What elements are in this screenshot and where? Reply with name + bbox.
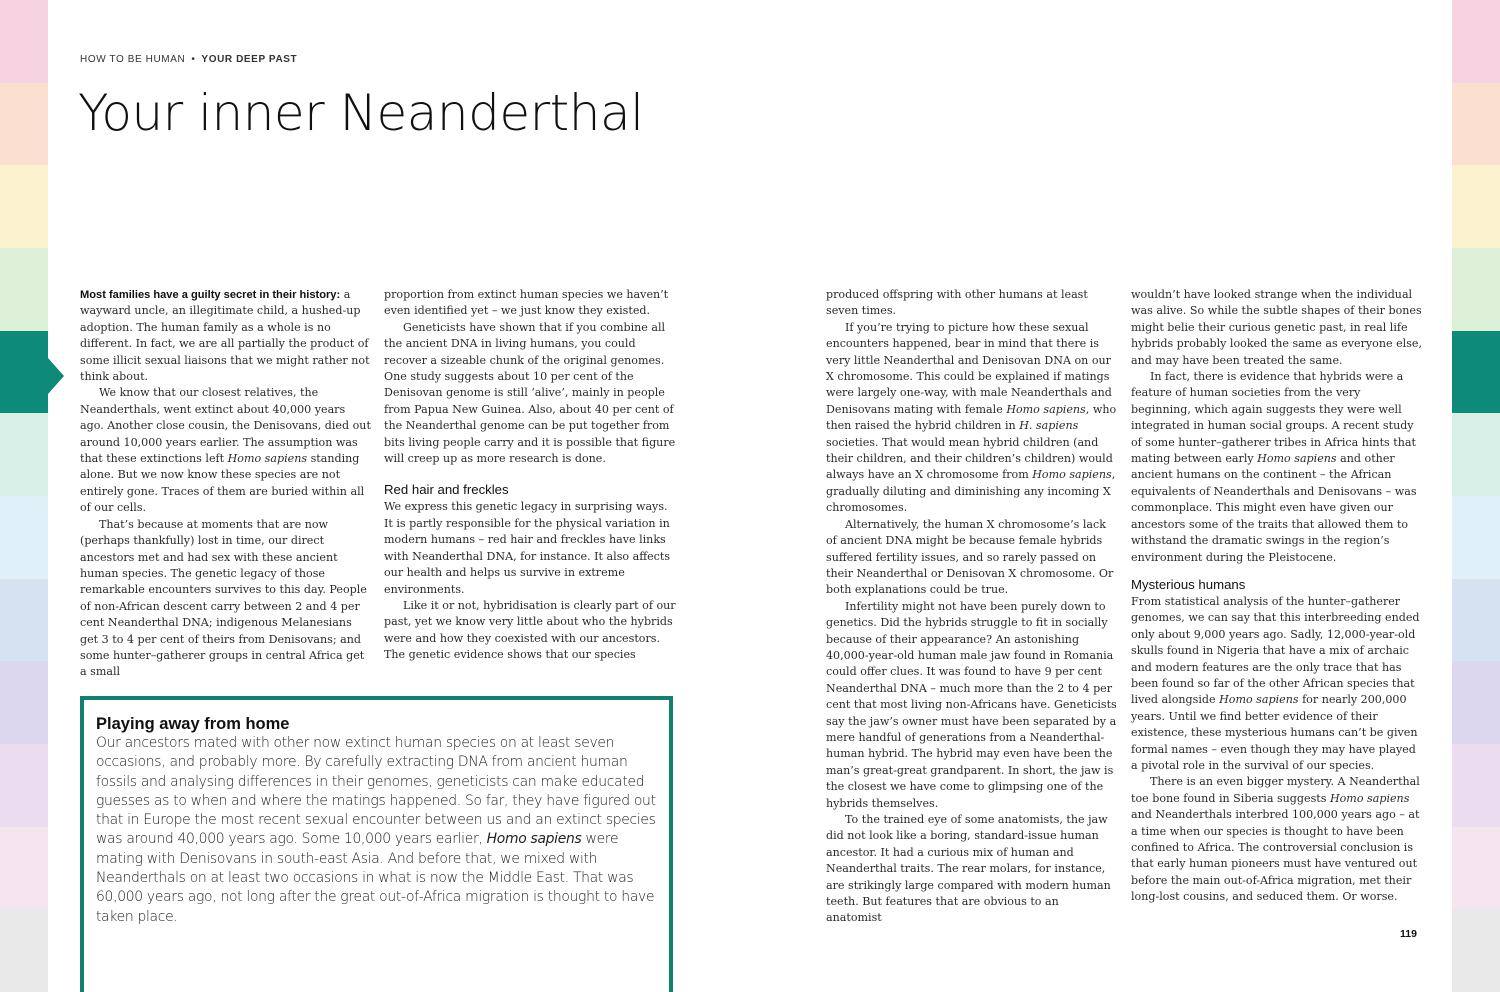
- color-tab: [0, 827, 48, 910]
- color-tab: [1452, 83, 1500, 166]
- paragraph: [826, 320, 1118, 517]
- paragraph: [1131, 774, 1423, 905]
- page-title: Your inner Neanderthal: [78, 84, 644, 142]
- paragraph-text: for nearly 200,000 years. Until we find better evidence of their existence, these mysterious humans can’t be given formal names – even though they may have played a pivotal role in the survival of our species.: [1131, 693, 1418, 772]
- section-heading: Mysterious humans: [1131, 576, 1246, 592]
- paragraph: That’s because at moments that are now (perhaps thankfully) lost in time, our direct ancestors met and had sex with these ancient human species. The genetic legacy of those remarkable encounters survives to this day. People of non-African descent carry between 2 and 4 per cent Neanderthal DNA; indigenous Melanesians get 3 to 4 per cent of theirs from Denisovans; and some hunter–gatherer groups in central Africa get a small: [80, 517, 367, 679]
- paragraph: proportion from extinct human species we haven’t even identified yet – we just know they existed.: [384, 288, 669, 318]
- active-tab-arrow: [48, 358, 64, 394]
- paragraph-text: , gradually diluting and diminishing any incoming X chromosomes.: [826, 468, 1116, 515]
- color-tab-strip-left: [0, 0, 48, 992]
- running-head-section: HOW TO BE HUMAN: [80, 54, 186, 65]
- paragraph: [80, 385, 372, 516]
- color-tab: [1452, 496, 1500, 579]
- color-tab: [1452, 0, 1500, 83]
- species-name: Homo sapiens: [1006, 402, 1086, 416]
- paragraph: Infertility might not have been purely down to genetics. Did the hybrids struggle to fit in socially because of their appearance? An astonishing 40,000-year-old human male jaw found in Romania could offer clues. It was found to have 9 per cent Neanderthal DNA – much more than the 2 to 4 per cent that most living non-Africans have. Geneticists say the jaw’s owner must have been separated by a mere handful of generations from a Neanderthal-human hybrid. The hybrid may even have been the man’s great-great grandparent. In short, the jaw is the closest we have come to glimpsing one of the hybrids themselves.: [826, 599, 1117, 810]
- paragraph: wouldn’t have looked strange when the individual was alive. So while the subtle shapes of their bones might belie their curious genetic past, in real life hybrids probably looked the same as everyone else, and may have been treated the same.: [1131, 288, 1422, 367]
- paragraph-text: In fact, there is evidence that hybrids were a feature of human societies from the very beginning, which again suggests they were well integrated in human social groups. A recent study of some hunter–gatherer tribes in Africa hints that mating between early: [1131, 370, 1416, 466]
- feature-box-title: Playing away from home: [96, 715, 290, 733]
- species-name: Homo sapiens: [227, 452, 308, 466]
- color-tab: [0, 83, 48, 166]
- running-head-separator: •: [191, 54, 196, 65]
- species-name: Homo sapiens: [1032, 468, 1112, 482]
- paragraph: [1131, 594, 1423, 774]
- color-tab: [0, 165, 48, 248]
- species-name: H. sapiens: [1019, 419, 1079, 433]
- text-column-4: [1131, 287, 1423, 906]
- paragraph-text: There is an even bigger mystery. A Neanderthal toe bone found in Siberia suggests: [1131, 775, 1420, 805]
- feature-text: were mating with Denisovans in south-east Asia. And before that, we mixed with Neanderthals on at least two occasions in what is now the Middle East. That was 60,000 years ago, not long after the great out-of-Africa migration is thought to have taken place.: [96, 831, 655, 925]
- feature-box: [80, 696, 673, 992]
- color-tab-strip-right: [1452, 0, 1500, 992]
- color-tab: [0, 661, 48, 744]
- paragraph: [1131, 369, 1423, 566]
- page-number: 119: [1400, 928, 1417, 940]
- section-heading: Red hair and freckles: [384, 482, 509, 498]
- running-head-chapter: YOUR DEEP PAST: [201, 54, 298, 65]
- color-tab: [0, 744, 48, 827]
- color-tab: [1452, 744, 1500, 827]
- paragraph-text: , who then raised the hybrid children in: [826, 402, 1117, 433]
- lead-in: Most families have a guilty secret in their history:: [80, 289, 341, 301]
- species-name: Homo sapiens: [486, 831, 582, 848]
- feature-box-text: [96, 734, 657, 927]
- color-tab: [0, 331, 48, 414]
- color-tab: [1452, 909, 1500, 992]
- color-tab: [1452, 248, 1500, 331]
- color-tab: [0, 909, 48, 992]
- paragraph: produced offspring with other humans at least seven times.: [826, 288, 1088, 318]
- text-column-1: [80, 287, 372, 681]
- color-tab: [1452, 331, 1500, 414]
- paragraph: Like it or not, hybridisation is clearly part of our past, yet we know very little about who the hybrids were and how they coexisted with our ancestors. The genetic evidence shows that our species: [384, 598, 676, 662]
- paragraph-text: societies. That would mean hybrid children (and their children, and their children’s children) would always have an X chromosome from: [826, 435, 1113, 482]
- paragraph-text: a wayward uncle, an illegitimate child, a hushed-up adoption. The human family as a whole is no different. In fact, we are all partially the product of some illicit sexual liaisons that we might rather not think about.: [80, 288, 370, 384]
- paragraph: Alternatively, the human X chromosome’s lack of ancient DNA might be because female hybrids suffered fertility issues, and so rarely passed on their Neanderthal or Denisovan X chromosome. Or both explanations could be true.: [826, 517, 1114, 597]
- paragraph: [80, 287, 372, 385]
- color-tab: [1452, 579, 1500, 662]
- color-tab: [0, 496, 48, 579]
- species-name: Homo sapiens: [1329, 791, 1410, 805]
- feature-text: Our ancestors mated with other now extinct human species on at least seven occasions, and probably more. By carefully extracting DNA from ancient human fossils and analysing differences in their genomes, geneticists can make educated guesses as to when and where the matings happened. So far, they have figured out that in Europe the most recent sexual encounter between us and an extinct species was around 40,000 years ago. Some 10,000 years earlier,: [96, 735, 656, 848]
- paragraph-text: standing alone. But we now know these species are not entirely gone. Traces of them are buried within all of our cells.: [80, 452, 365, 515]
- paragraph-text: and other ancient humans on the continent – the African equivalents of Neanderthals and Denisovans – was commonplace. This might even have given our ancestors some of the traits that allowed them to withstand the dramatic swings in the region’s environment during the Pleistocene.: [1131, 452, 1417, 564]
- color-tab: [0, 413, 48, 496]
- color-tab: [1452, 165, 1500, 248]
- color-tab: [1452, 661, 1500, 744]
- paragraph-text: We know that our closest relatives, the Neanderthals, went extinct about 40,000 years ago. Another close cousin, the Denisovans, died out around 10,000 years earlier. The assumption was that these extinctions left: [80, 386, 371, 466]
- paragraph-text: From statistical analysis of the hunter–gatherer genomes, we can say that this interbreeding ended only about 9,000 years ago. Sadly, 12,000-year-old skulls found in Nigeria that have a mix of archaic and modern features are the only trace that has been found so far of the other African species that lived alongside: [1131, 594, 1420, 707]
- paragraph-text: If you’re trying to picture how these sexual encounters happened, bear in mind that there is very little Neanderthal and Denisovan DNA on our X chromosome. This could be explained if matings were largely one-way, with male Neanderthals and Denisovans mating with female: [826, 320, 1112, 416]
- paragraph: We express this genetic legacy in surprising ways. It is partly responsible for the physical variation in modern humans – red hair and freckles have links with Neanderthal DNA, for instance. It also affects our health and helps us survive in extreme environments.: [384, 500, 671, 596]
- paragraph: To the trained eye of some anatomists, the jaw did not look like a boring, standard-issue human ancestor. It had a curious mix of human and Neanderthal traits. The rear molars, for instance, are strikingly large compared with modern human teeth. But features that are obvious to an anatomist: [826, 813, 1111, 925]
- species-name: Homo sapiens: [1219, 693, 1299, 707]
- paragraph-text: and Neanderthals interbred 100,000 years ago – at a time when our species is thought to have been confined to Africa. The controversial conclusion is that early human pioneers must have ventured out before the main out-of-Africa migration, met their long-lost cousins, and seduced them. Or worse.: [1131, 808, 1420, 904]
- color-tab: [0, 248, 48, 331]
- paragraph: Geneticists have shown that if you combine all the ancient DNA in living humans, you could recover a sizeable chunk of the original genomes. One study suggests about 10 per cent of the Denisovan genome is still ‘alive’, mainly in people from Papua New Guinea. Also, about 40 per cent of the Neanderthal genome can be put together from bits living people carry and it is possible that figure will creep up as more research is done.: [384, 320, 676, 466]
- color-tab: [0, 579, 48, 662]
- text-column-2: [384, 287, 676, 664]
- species-name: Homo sapiens: [1257, 452, 1337, 466]
- color-tab: [0, 0, 48, 83]
- color-tab: [1452, 827, 1500, 910]
- color-tab: [1452, 413, 1500, 496]
- running-head: [80, 54, 297, 65]
- text-column-3: [826, 287, 1118, 927]
